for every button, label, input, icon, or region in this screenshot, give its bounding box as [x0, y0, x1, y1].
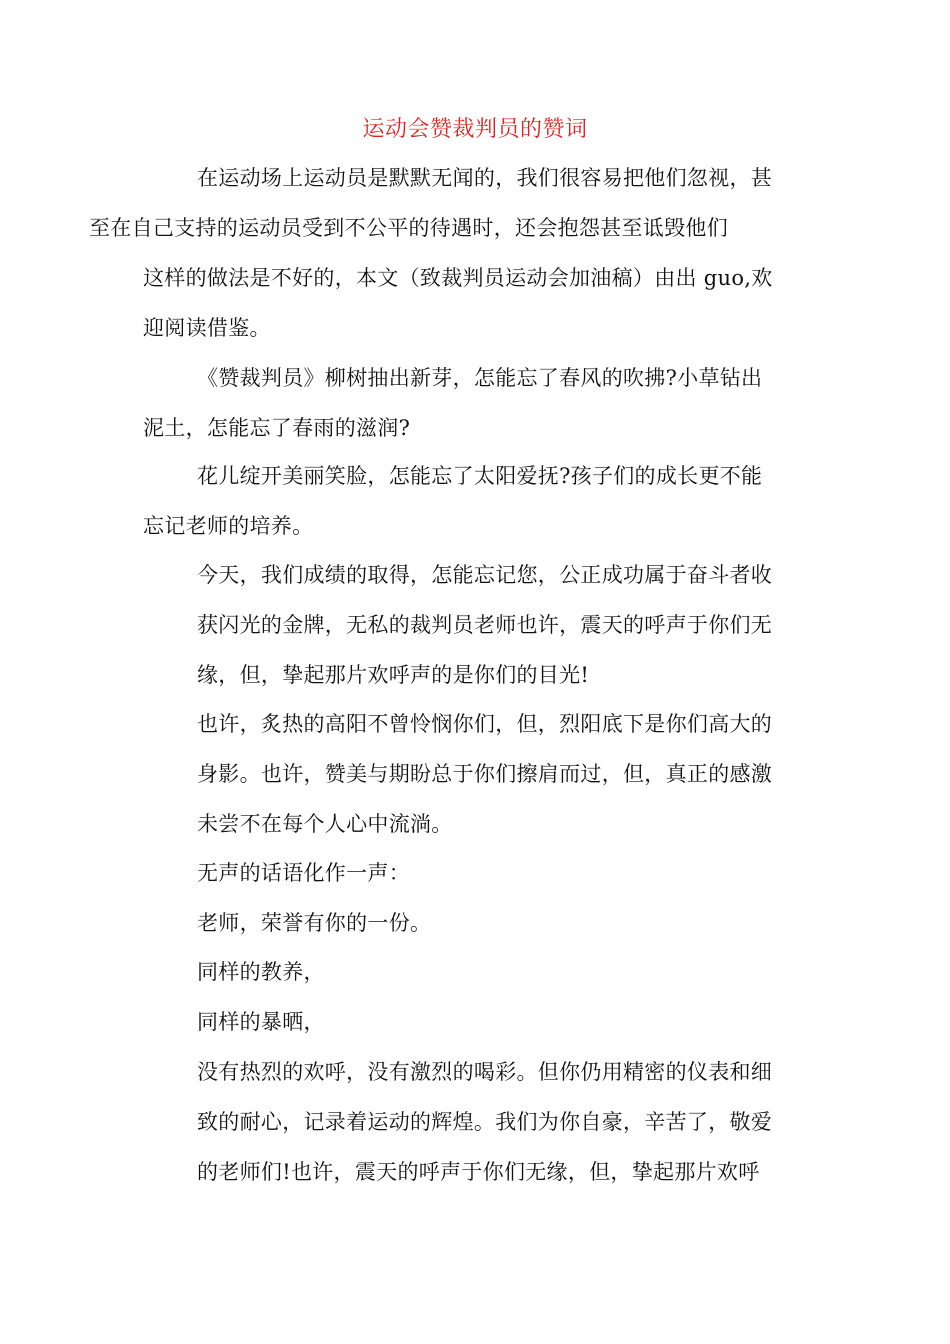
paragraph-no-cheers: [197, 1047, 815, 1197]
text-line: 花儿绽开美丽笑脸，怎能忘了太阳爱抚?孩子们的成长更不能: [197, 464, 763, 488]
text-line: 的老师们!也许，震天的呼声于你们无缘，但，挚起那片欢呼: [197, 1160, 760, 1184]
text-line: 至在自己支持的运动员受到不公平的待遇时，还会抱怨甚至诋毁他们: [89, 216, 728, 240]
text-line: 迎阅读借鉴。: [143, 316, 271, 340]
text-line: 也许，炙热的高阳不曾怜悯你们，但，烈阳底下是你们高大的: [197, 712, 773, 736]
text-line: 《赞裁判员》柳树抽出新芽，怎能忘了春风的吹拂?小草钻出: [197, 366, 763, 390]
text-line: 未尝不在每个人心中流淌。: [197, 812, 453, 836]
text-line: 在运动场上运动员是默默无闻的，我们很容易把他们忽视，甚: [197, 166, 773, 190]
paragraph-perhaps: [197, 699, 815, 849]
text-line: 同样的教养，: [197, 960, 325, 984]
paragraph-silent-words: [197, 848, 815, 898]
text-line: 没有热烈的欢呼，没有激烈的喝彩。但你仍用精密的仪表和细: [197, 1060, 773, 1084]
text-line: 同样的暴晒，: [197, 1010, 325, 1034]
paragraph-same-education: [197, 947, 815, 997]
text-line: 致的耐心，记录着运动的辉煌。我们为你自豪，辛苦了，敬爱: [197, 1110, 773, 1134]
text-line: 获闪光的金牌，无私的裁判员老师也许，震天的呼声于你们无: [197, 613, 773, 637]
text-line: 缘，但，挚起那片欢呼声的是你们的目光!: [197, 663, 590, 687]
text-line: 泥土，怎能忘了春雨的滋润?: [143, 416, 411, 440]
paragraph-flowers: [143, 451, 815, 551]
text-line: 老师，荣誉有你的一份。: [197, 911, 432, 935]
paragraph-honor: [197, 898, 815, 948]
paragraph-same-sun: [197, 997, 815, 1047]
text-line: 无声的话语化作一声：: [197, 861, 410, 885]
paragraph-intro: [89, 153, 815, 353]
document-title: 运动会赞裁判员的赞词: [362, 117, 588, 142]
text-line: 今天，我们成绩的取得，怎能忘记您，公正成功属于奋斗者收: [197, 563, 773, 587]
paragraph-zan-caipanyuan: [143, 353, 815, 453]
paragraph-today: [197, 550, 815, 700]
text-line: 忘记老师的培养。: [143, 514, 314, 538]
text-line: 这样的做法是不好的，本文（致裁判员运动会加油稿）由出 guo,欢: [143, 266, 773, 290]
text-line: 身影。也许，赞美与期盼总于你们擦肩而过，但，真正的感激: [197, 762, 773, 786]
